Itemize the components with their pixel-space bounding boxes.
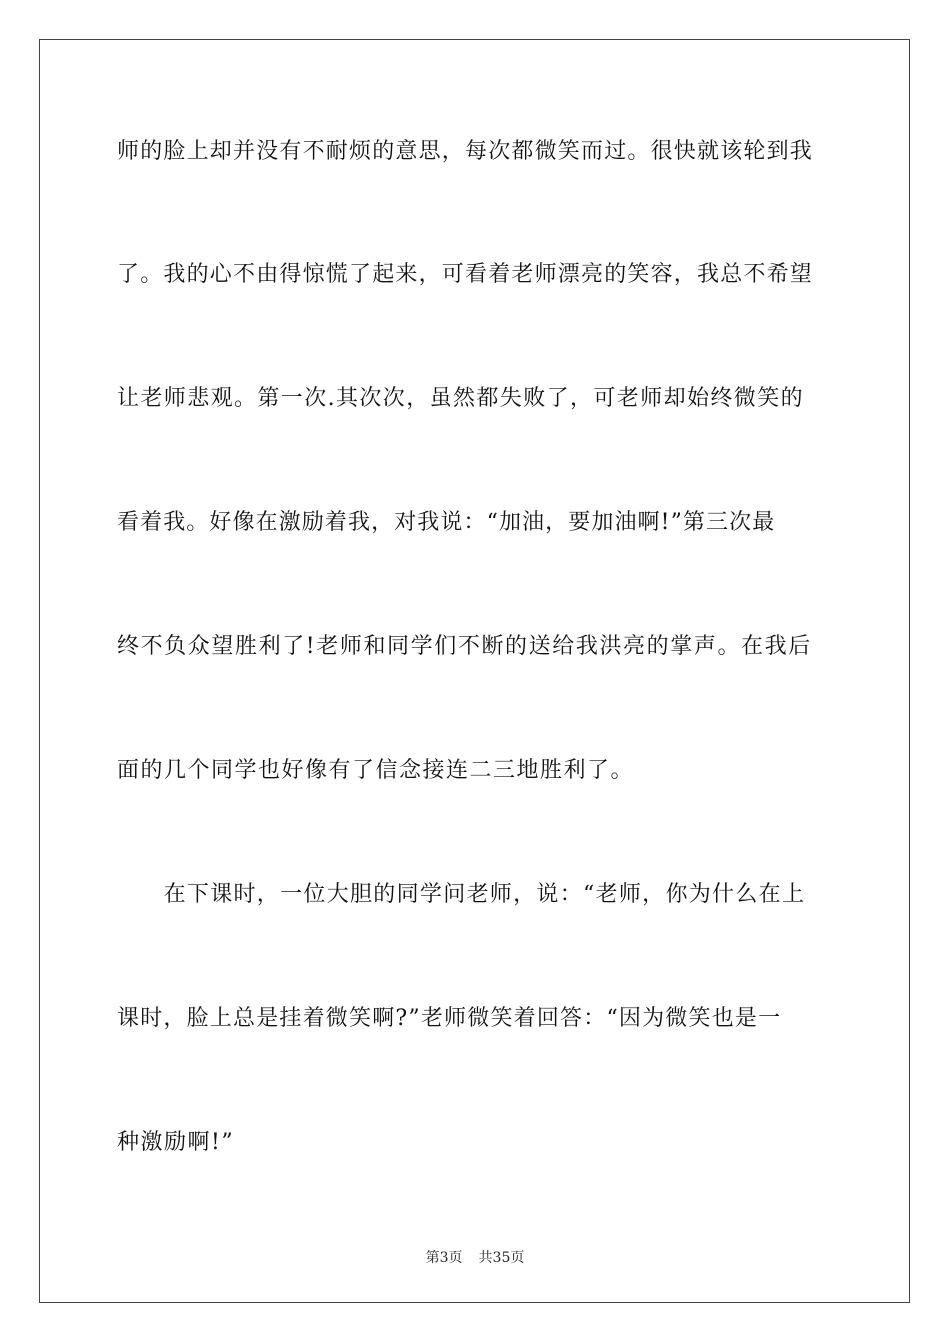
page-border bbox=[39, 39, 910, 1303]
paragraph-start-line: 在下课时，一位大胆的同学问老师，说：“老师，你为什么在上 bbox=[117, 882, 806, 907]
text-line: 课时，脸上总是挂着微笑啊?”老师微笑着回答：“因为微笑也是一 bbox=[117, 1006, 782, 1031]
total-pages: 共35页 bbox=[478, 1250, 525, 1266]
text-line: 面的几个同学也好像有了信念接连二三地胜利了。 bbox=[117, 758, 635, 783]
page-footer bbox=[0, 1247, 950, 1267]
text-line: 终不负众望胜利了!老师和同学们不断的送给我洪亮的掌声。在我后 bbox=[117, 634, 812, 659]
text-line: 看着我。好像在激励着我，对我说：“加油，要加油啊!”第三次最 bbox=[117, 510, 776, 535]
page-number: 第3页 bbox=[425, 1250, 463, 1266]
text-line: 种激励啊!” bbox=[117, 1130, 235, 1155]
text-line: 师的脸上却并没有不耐烦的意思，每次都微笑而过。很快就该轮到我 bbox=[117, 139, 814, 164]
text-line: 让老师悲观。第一次.其次次，虽然都失败了，可老师却始终微笑的 bbox=[117, 386, 804, 411]
text-line: 了。我的心不由得惊慌了起来，可看着老师漂亮的笑容，我总不希望 bbox=[117, 262, 814, 287]
